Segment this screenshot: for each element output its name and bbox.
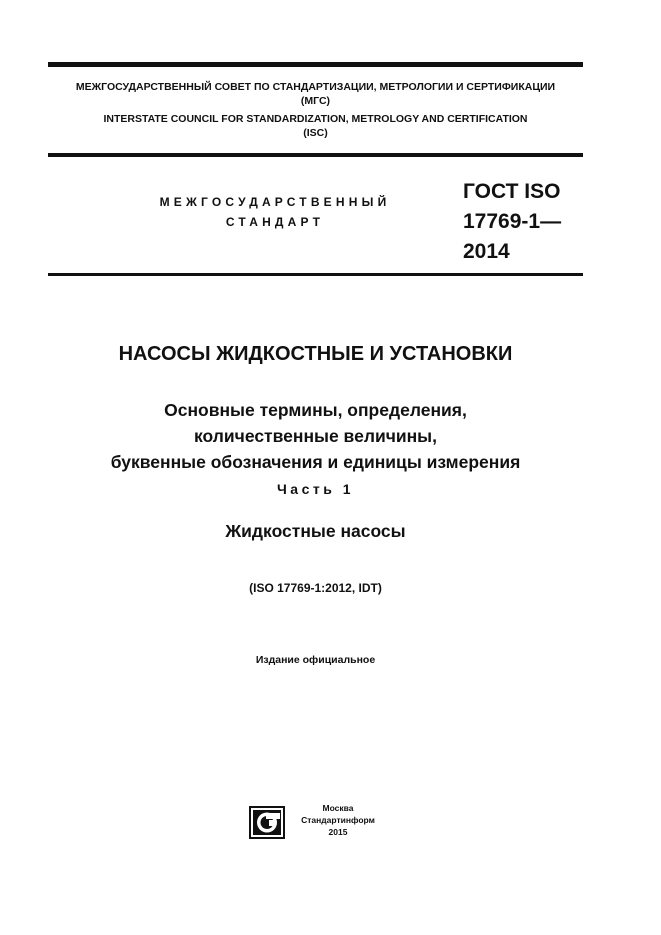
part-title: Жидкостные насосы bbox=[225, 521, 406, 541]
council-en bbox=[48, 112, 583, 140]
standard-type-line1: МЕЖГОСУДАРСТВЕННЫЙ bbox=[159, 195, 391, 209]
standard-code-line3: 2014 bbox=[463, 240, 510, 263]
council-ru-name: МЕЖГОСУДАРСТВЕННЫЙ СОВЕТ ПО СТАНДАРТИЗАЦИИ, МЕТРОЛОГИИ И СЕРТИФИКАЦИИ bbox=[75, 81, 556, 93]
subtitle-line3: буквенные обозначения и единицы измерения bbox=[110, 452, 521, 472]
iso-reference: (ISO 17769-1:2012, IDT) bbox=[249, 581, 382, 595]
publisher-city: Москва bbox=[322, 803, 354, 813]
edition-note: Издание официальное bbox=[255, 654, 376, 666]
part-number: Часть 1 bbox=[276, 481, 355, 497]
publisher-name: Стандартинформ bbox=[301, 815, 375, 825]
publisher bbox=[288, 802, 388, 838]
standard-code-line2: 17769-1— bbox=[463, 210, 562, 233]
council-ru-abbr: (МГС) bbox=[300, 95, 331, 107]
subtitle-line1: Основные термины, определения, bbox=[164, 400, 467, 420]
header-rule bbox=[48, 153, 583, 157]
publisher-year: 2015 bbox=[328, 827, 348, 837]
top-rule bbox=[48, 62, 583, 67]
standard-type-line2: СТАНДАРТ bbox=[225, 215, 325, 229]
council-ru bbox=[48, 80, 583, 108]
standartinform-logo-icon bbox=[249, 806, 285, 839]
subtitle-line2: количественные величины, bbox=[194, 426, 437, 446]
title-rule bbox=[48, 273, 583, 276]
standard-code-line1: ГОСТ ISO bbox=[463, 180, 561, 203]
council-en-name: INTERSTATE COUNCIL FOR STANDARDIZATION, METROLOGY AND CERTIFICATION bbox=[103, 113, 528, 125]
standard-code bbox=[463, 177, 603, 267]
document-title: НАСОСЫ ЖИДКОСТНЫЕ И УСТАНОВКИ bbox=[118, 343, 513, 365]
standard-type bbox=[120, 192, 430, 232]
document-subtitle bbox=[0, 397, 631, 475]
council-en-abbr: (ISC) bbox=[303, 127, 328, 139]
